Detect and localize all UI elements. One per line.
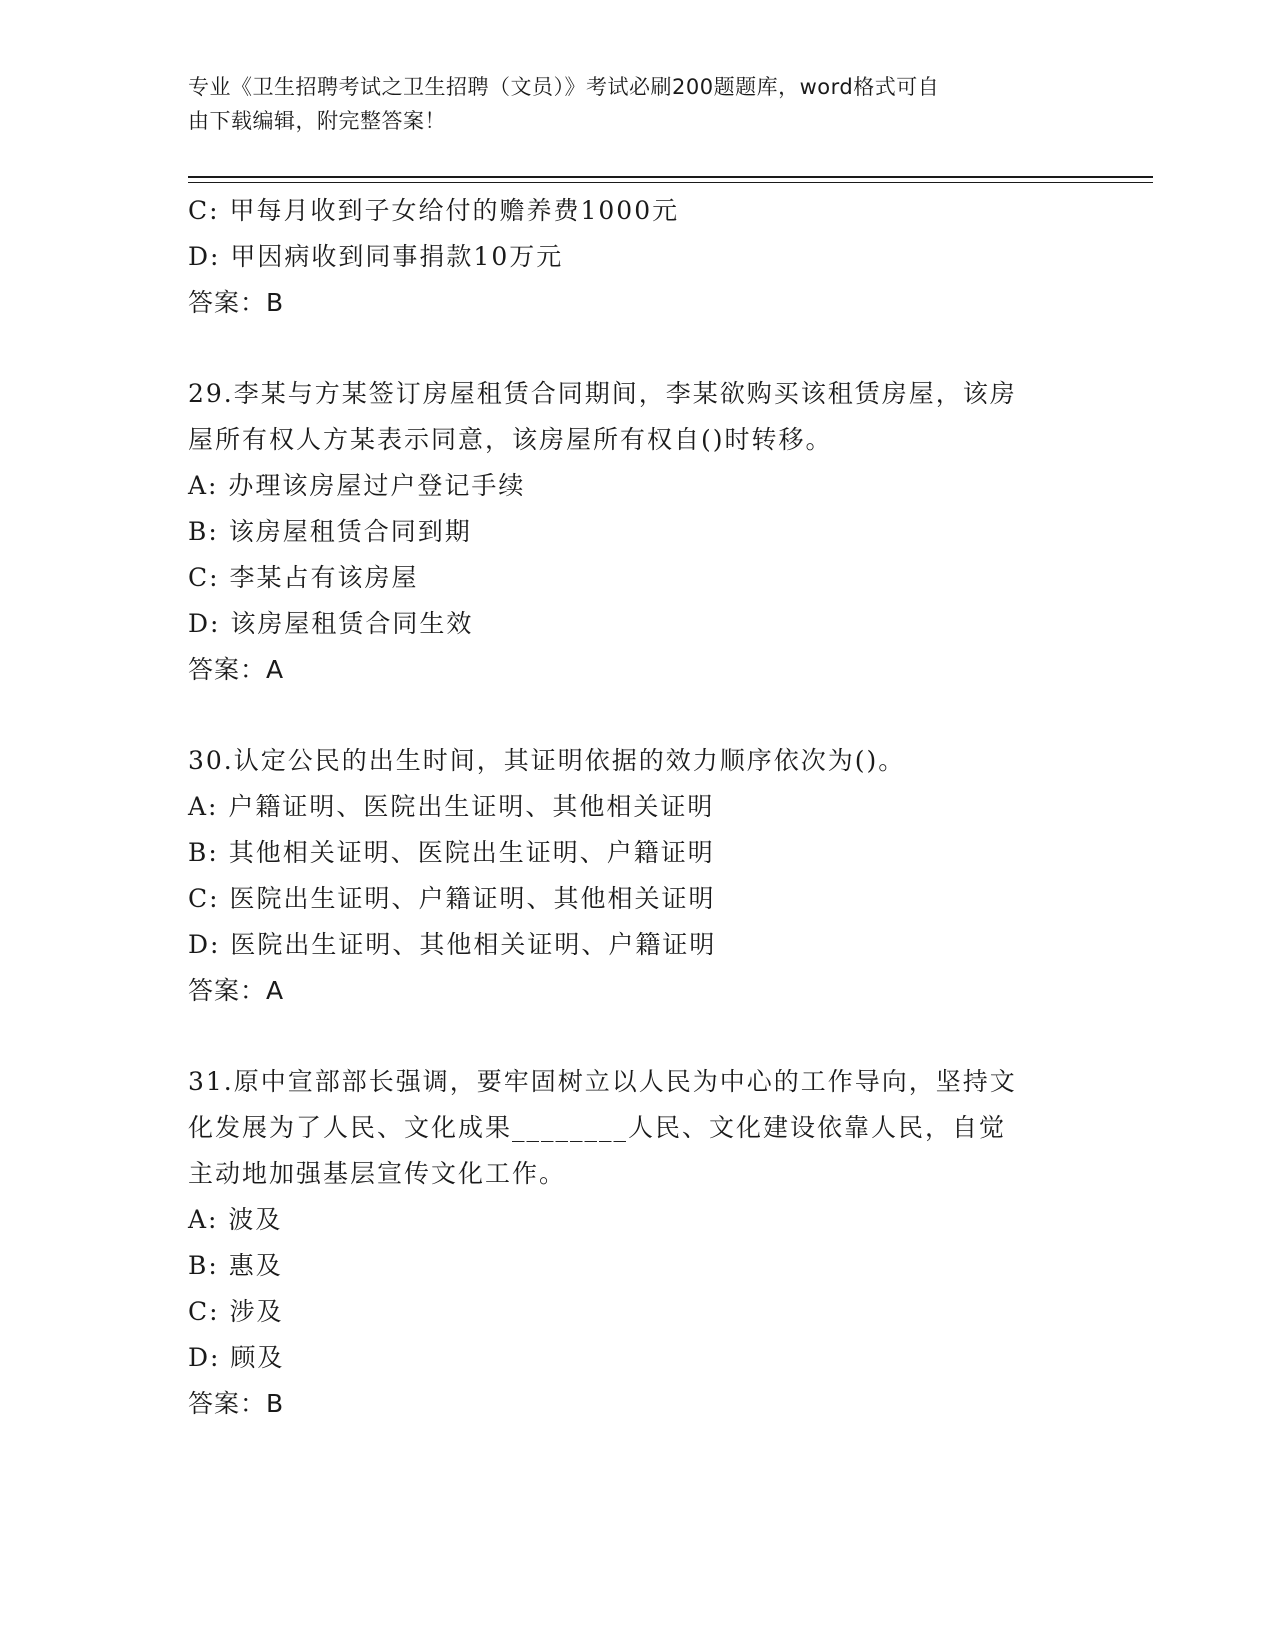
question-stem-line: 屋所有权人方某表示同意，该房屋所有权自()时转移。	[188, 425, 833, 454]
option-b: B: 其他相关证明、医院出生证明、户籍证明	[188, 838, 715, 867]
option-b: B: 该房屋租赁合同到期	[188, 517, 472, 546]
answer-line: 答案：A	[188, 655, 285, 684]
header-divider-thick	[188, 176, 1153, 178]
question-block-28	[188, 188, 1088, 326]
question-block-29	[188, 371, 1088, 693]
option-d: D: 医院出生证明、其他相关证明、户籍证明	[188, 930, 717, 959]
question-stem-line: 30.认定公民的出生时间，其证明依据的效力顺序依次为()。	[188, 746, 906, 775]
answer-line: 答案：B	[188, 1389, 285, 1418]
option-c: C: 李某占有该房屋	[188, 563, 419, 592]
document-header	[188, 70, 1068, 138]
question-list	[188, 188, 1088, 1427]
question-stem-line: 29.李某与方某签订房屋租赁合同期间，李某欲购买该租赁房屋，该房	[188, 379, 1017, 408]
option-d: D: 顾及	[188, 1343, 285, 1372]
spacer	[188, 1014, 1088, 1059]
question-stem-line: 主动地加强基层宣传文化工作。	[188, 1159, 567, 1188]
option-a: A: 办理该房屋过户登记手续	[188, 471, 526, 500]
option-a: A: 户籍证明、医院出生证明、其他相关证明	[188, 792, 715, 821]
answer-line: 答案：B	[188, 288, 285, 317]
spacer	[188, 693, 1088, 738]
header-divider-thin	[188, 182, 1153, 183]
question-block-31	[188, 1059, 1088, 1427]
option-d: D: 甲因病收到同事捐款10万元	[188, 242, 564, 271]
option-c: C: 医院出生证明、户籍证明、其他相关证明	[188, 884, 716, 913]
header-title-line-2: 由下载编辑，附完整答案！	[188, 109, 446, 133]
option-b: B: 惠及	[188, 1251, 283, 1280]
option-d: D: 该房屋租赁合同生效	[188, 609, 474, 638]
question-stem-line: 化发展为了人民、文化成果________人民、文化建设依靠人民，自觉	[188, 1113, 1007, 1142]
option-a: A: 波及	[188, 1205, 283, 1234]
spacer	[188, 326, 1088, 371]
question-block-30	[188, 738, 1088, 1014]
option-c: C: 甲每月收到子女给付的赡养费1000元	[188, 196, 680, 225]
option-c: C: 涉及	[188, 1297, 284, 1326]
question-stem-line: 31.原中宣部部长强调，要牢固树立以人民为中心的工作导向，坚持文	[188, 1067, 1017, 1096]
header-title-line-1: 专业《卫生招聘考试之卫生招聘（文员）》考试必刷200题题库，word格式可自	[188, 75, 940, 99]
answer-line: 答案：A	[188, 976, 285, 1005]
